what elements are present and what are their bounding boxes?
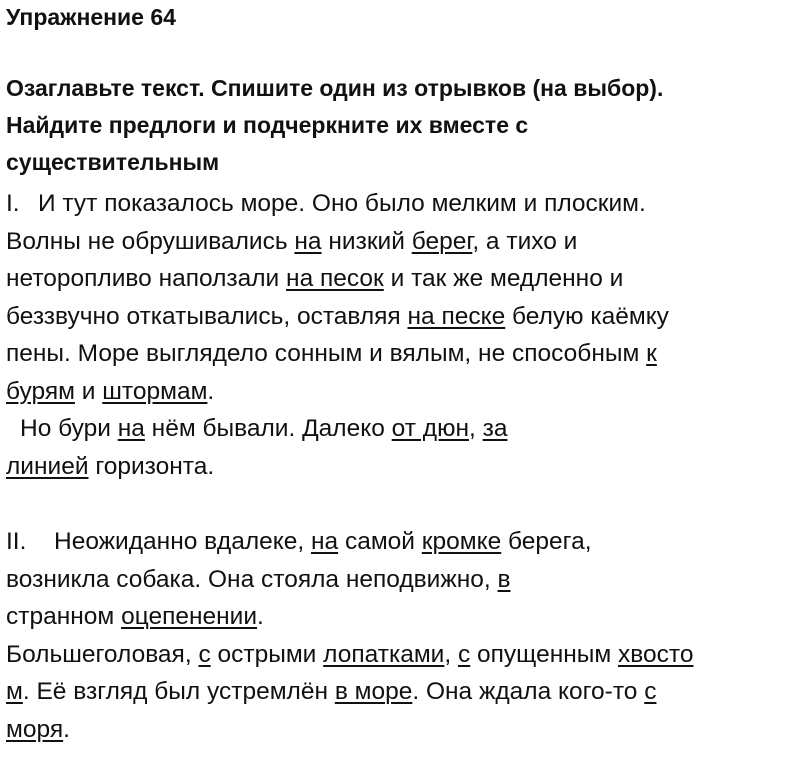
noun: берег [411, 227, 473, 255]
passage-line [6, 636, 796, 674]
passage-line [6, 561, 796, 599]
text-fragment: неторопливо наползали [6, 265, 287, 292]
text-fragment: берега, [501, 528, 592, 555]
text-fragment: . Она ждала кого-то [412, 678, 645, 705]
text-fragment: низкий [321, 227, 412, 255]
passage-line [6, 373, 796, 411]
text-fragment: , [469, 415, 483, 442]
passage-line [6, 260, 796, 298]
text-fragment: Но бури [20, 415, 118, 442]
text-fragment: и [74, 377, 103, 405]
text-fragment: . [63, 715, 70, 743]
preposition: на [117, 415, 145, 442]
noun: оцепенении [121, 603, 258, 630]
preposition: с [457, 640, 471, 668]
text-fragment: Неожиданно вдалеке, [54, 528, 311, 555]
text-fragment: самой [338, 528, 422, 555]
text-fragment: Волны не обрушивались [6, 227, 295, 255]
noun: линией [6, 452, 89, 480]
preposition: на [294, 227, 322, 255]
passage-line [6, 335, 796, 373]
preposition: с [198, 640, 211, 668]
preposition-noun: на песке [407, 302, 506, 330]
part-numeral: I. [6, 190, 20, 217]
exercise-title: Упражнение 64 [6, 4, 176, 30]
text-fragment: нём бывали. Далеко [144, 415, 392, 442]
text-fragment: белую каёмку [505, 302, 669, 330]
passage-line [6, 598, 796, 636]
passage-line [6, 185, 796, 223]
preposition: к [646, 340, 657, 367]
passage-line [6, 673, 796, 711]
passage-line [6, 298, 796, 336]
text-fragment: Большеголовая, [6, 640, 199, 668]
text-fragment: горизонта. [88, 452, 215, 480]
noun: лопатками [323, 640, 445, 668]
noun: м [6, 678, 23, 705]
text-fragment: . [207, 377, 215, 405]
text-fragment: острыми [210, 640, 324, 668]
text-passages [6, 185, 796, 748]
passage-line [6, 711, 796, 749]
text-fragment: И тут показалось море. Оно было мелким и плоским. [38, 190, 646, 217]
preposition: с [644, 678, 657, 705]
preposition-noun: на песок [286, 265, 384, 292]
text-fragment: и так же медленно и [383, 265, 624, 292]
text-fragment: странном [6, 603, 122, 630]
text-fragment: , а тихо и [472, 227, 578, 255]
task-instructions [6, 70, 796, 181]
text-fragment: беззвучно откатывались, оставляя [6, 302, 408, 330]
preposition: на [310, 528, 339, 555]
noun: кромке [421, 528, 502, 555]
noun: хвосто [618, 640, 694, 668]
text-fragment: . Её взгляд был устремлён [22, 678, 335, 705]
passage-line [6, 223, 796, 261]
task-line: существительным [6, 149, 220, 175]
noun: моря [6, 715, 64, 743]
preposition: за [482, 415, 508, 442]
part-numeral: II. [6, 528, 27, 555]
preposition: в [497, 565, 511, 593]
text-fragment: пены. Море выглядело сонным и вялым, не способным [6, 340, 647, 367]
text-fragment: . [257, 603, 264, 630]
preposition-noun: в море [334, 678, 413, 705]
preposition-noun: от дюн [391, 415, 469, 442]
task-line: Озаглавьте текст. Спишите один из отрывков (на выбор). [6, 75, 664, 101]
passage-line [6, 448, 796, 486]
text-fragment: опущенным [470, 640, 619, 668]
noun: штормам [102, 377, 208, 405]
exercise-page [6, 0, 796, 748]
noun: бурям [6, 377, 75, 405]
passage-line [6, 523, 796, 561]
text-fragment: , [444, 640, 458, 668]
text-fragment: возникла собака. Она стояла неподвижно, [6, 565, 498, 593]
passage-line [6, 410, 796, 448]
task-line: Найдите предлоги и подчеркните их вместе с [6, 112, 529, 138]
